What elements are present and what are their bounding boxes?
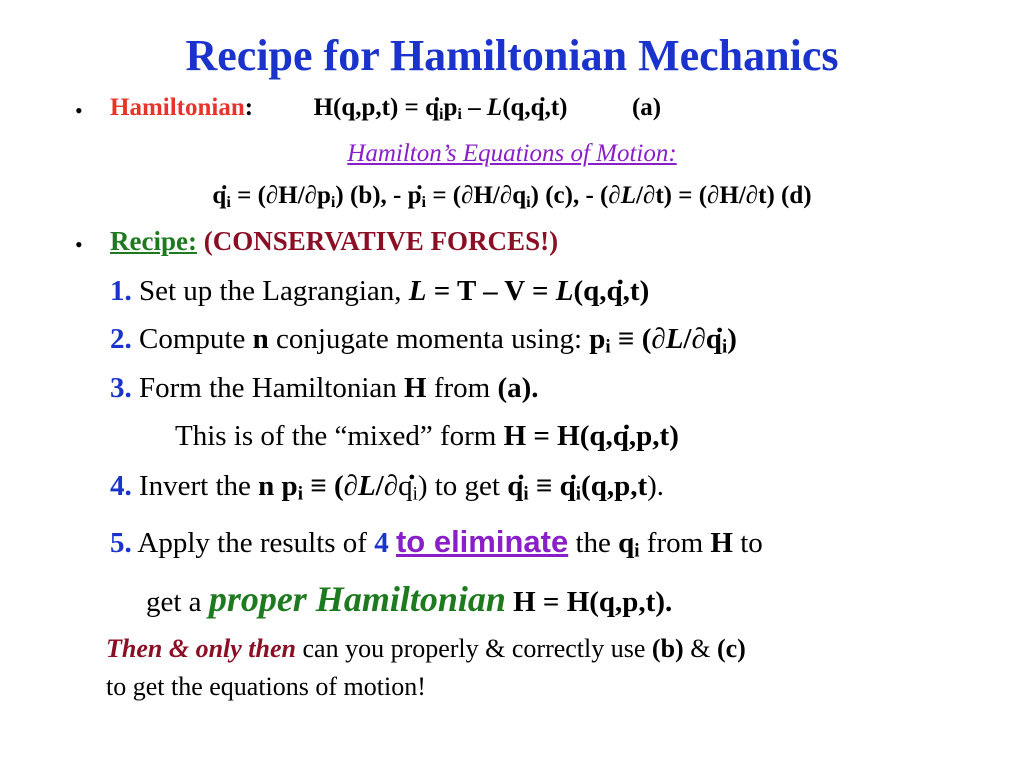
recipe-note: (CONSERVATIVE FORCES!) — [196, 226, 559, 256]
step-number: 3. — [110, 372, 132, 404]
hamiltonian-line — [110, 94, 661, 124]
hamilton-equations: . $q_i = (\partial H/\partial p_i)$ (b), - . $p_i = (\partial H/\partial q_i)$ (c), - (∂L/∂t) = (∂H/∂t) (d) — [0, 182, 1024, 212]
bullet-marker: • — [75, 232, 83, 257]
slide-title: Recipe for Hamiltonian Mechanics — [185, 31, 839, 80]
step-3-mixed-form: This is of the “mixed” form H = H(q,. q,p,t) — [175, 420, 679, 453]
step-1: 1. Set up the Lagrangian, L = T – V = L(q,. q,t) — [110, 275, 649, 308]
footer-emphasis: Then & only then — [106, 634, 296, 663]
step-5-line-2: get a proper Hamiltonian H = H(q,p,t). — [146, 579, 673, 619]
equation-tag-a: (a) — [631, 94, 662, 121]
proper-hamiltonian-text: proper Hamiltonian — [208, 579, 506, 619]
step-2: 2. Compute n conjugate momenta using: $p_i \equiv (\partial L/\partial$. $q_i$) — [110, 323, 737, 359]
step-number: 4. — [110, 470, 132, 502]
recipe-line — [110, 226, 558, 257]
footer-line-1: Then & only then can you properly & correctly use (b) & (c) — [106, 634, 746, 663]
footer-line-2: to get the equations of motion! — [106, 672, 426, 701]
recipe-label: Recipe: — [110, 226, 197, 256]
bullet-marker: • — [75, 98, 83, 123]
hamiltonian-label: Hamiltonian — [110, 94, 245, 121]
step-number: 5. — [110, 527, 132, 559]
step-3: 3. Form the Hamiltonian H from (a). — [110, 372, 539, 404]
step-number: 2. — [110, 323, 132, 355]
step-number: 1. — [110, 275, 132, 307]
colon: : — [244, 94, 254, 121]
step-4: 4. Invert the n $p_i \equiv (\partial L/\partial$. $q_i$) to get . $q_i$ ≡ . $q_i(q,p,t)$. — [110, 470, 664, 506]
step-5: 5. Apply the results of 4 to eliminate the $q_i$ from H to — [110, 524, 763, 562]
equations-heading: Hamilton’s Equations of Motion: — [347, 140, 677, 167]
to-eliminate-link: to eliminate — [395, 524, 569, 559]
hamiltonian-eq: H(q,p,t) = . $q_ip_i - L(q$,. q,t) — [314, 94, 568, 121]
